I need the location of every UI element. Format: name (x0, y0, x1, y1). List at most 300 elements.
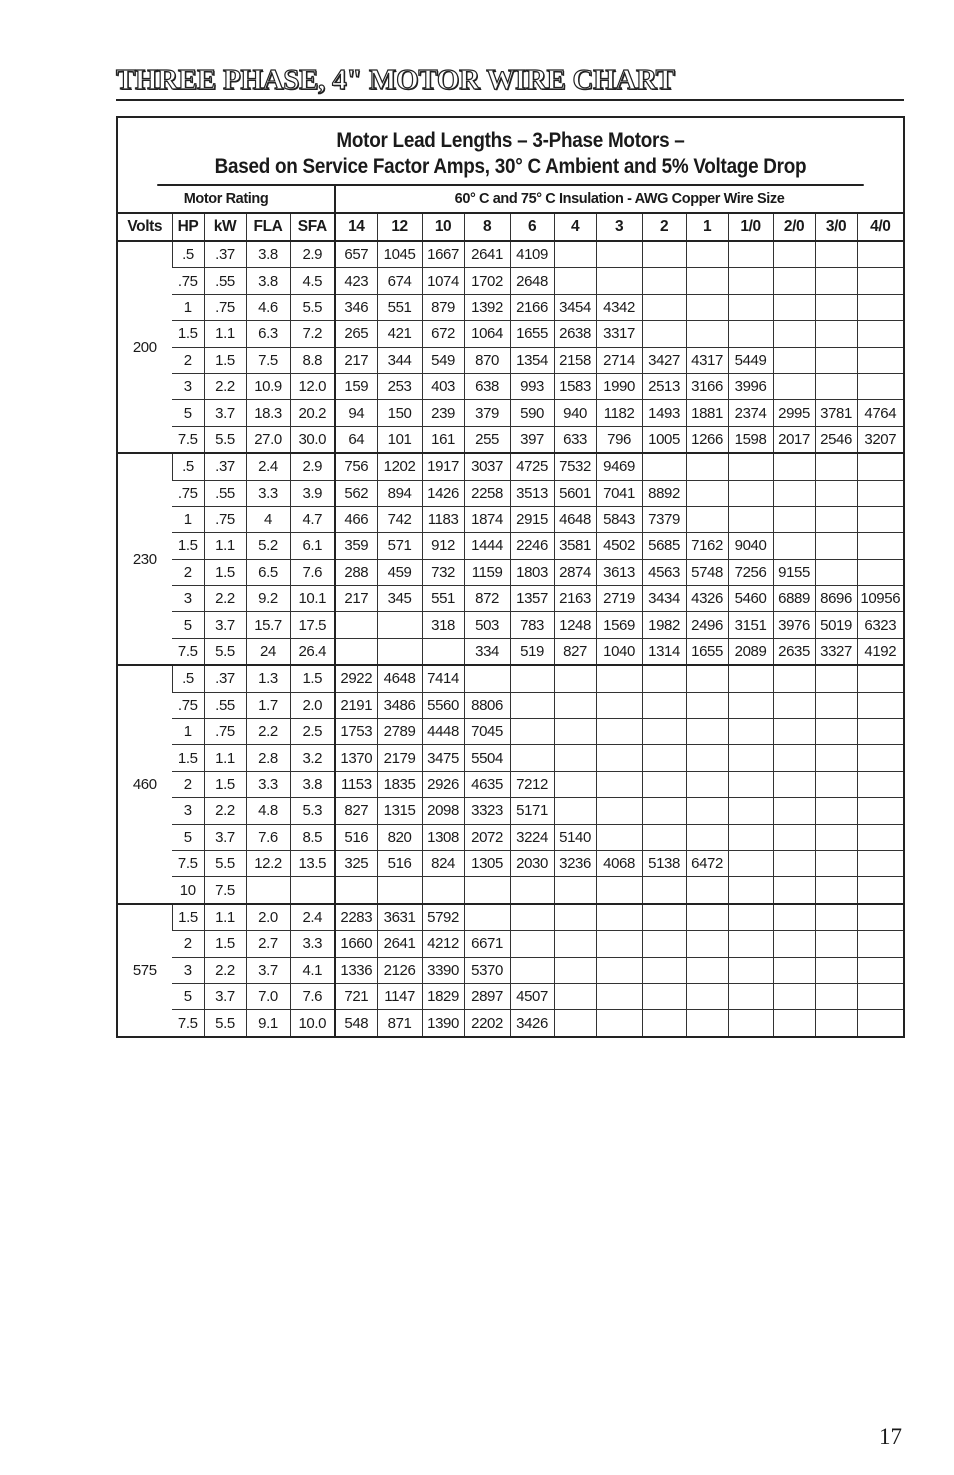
table-cell (686, 745, 728, 771)
table-cell (728, 824, 773, 850)
table-cell: 2166 (510, 294, 554, 320)
table-cell: 5 (172, 612, 204, 638)
table-cell: 346 (335, 294, 377, 320)
table-cell: 2922 (335, 665, 377, 692)
table-cell: 2635 (773, 638, 815, 665)
table-cell: 26.4 (290, 638, 335, 665)
table-row (118, 400, 903, 426)
table-cell (642, 771, 686, 797)
table-cell (728, 268, 773, 294)
table-cell: 6323 (857, 612, 903, 638)
table-cell (857, 321, 903, 347)
column-header-1: HP (172, 213, 204, 241)
column-header-14: 1/0 (728, 213, 773, 241)
table-cell: 3.2 (290, 745, 335, 771)
table-cell: 796 (596, 426, 642, 453)
table-cell (686, 957, 728, 983)
table-cell (815, 321, 857, 347)
table-cell: 5685 (642, 533, 686, 559)
table-cell (773, 241, 815, 268)
table-cell: 1.5 (172, 321, 204, 347)
table-cell (728, 771, 773, 797)
table-cell: 3454 (554, 294, 596, 320)
volts-cell: 200 (118, 241, 172, 453)
table-cell: 2374 (728, 400, 773, 426)
table-cell: 2648 (510, 268, 554, 294)
table-cell: 6889 (773, 586, 815, 612)
table-cell: 4648 (554, 506, 596, 532)
table-cell (642, 983, 686, 1009)
table-row (118, 241, 903, 268)
table-row (118, 559, 903, 585)
table-cell: 5.5 (204, 638, 246, 665)
table-cell: 2.2 (204, 586, 246, 612)
table-cell (642, 453, 686, 480)
table-cell: 1.1 (204, 745, 246, 771)
page-number: 17 (879, 1424, 902, 1449)
table-cell: 2017 (773, 426, 815, 453)
table-cell: .75 (172, 692, 204, 718)
table-cell (554, 877, 596, 904)
table-cell: 2 (172, 931, 204, 957)
table-cell: 912 (422, 533, 464, 559)
caption-line-2: Based on Service Factor Amps, 30° C Ambient and 5% Voltage Drop (214, 155, 807, 178)
table-cell (596, 798, 642, 824)
table-cell: 7212 (510, 771, 554, 797)
table-cell: 4764 (857, 400, 903, 426)
table-cell (773, 321, 815, 347)
table-cell: 3236 (554, 850, 596, 876)
table-cell (857, 294, 903, 320)
table-cell (596, 1010, 642, 1037)
table-cell: 3996 (728, 373, 773, 399)
motor-rating-header: Motor Rating (118, 186, 335, 213)
table-cell: 2163 (554, 586, 596, 612)
table-cell: 3.9 (290, 480, 335, 506)
table-cell: 870 (464, 347, 510, 373)
table-cell (773, 294, 815, 320)
table-cell: 4563 (642, 559, 686, 585)
table-cell: 5.5 (204, 426, 246, 453)
table-cell: 872 (464, 586, 510, 612)
table-cell (554, 904, 596, 931)
table-cell: 30.0 (290, 426, 335, 453)
table-cell (596, 268, 642, 294)
table-cell: 1314 (642, 638, 686, 665)
table-cell: 4192 (857, 638, 903, 665)
table-cell: 4212 (422, 931, 464, 957)
table-cell: 5560 (422, 692, 464, 718)
table-row (118, 665, 903, 692)
table-cell (815, 983, 857, 1009)
table-cell: 2 (172, 347, 204, 373)
table-cell: 9.2 (246, 586, 290, 612)
table-cell: .5 (172, 665, 204, 692)
table-cell: 5.2 (246, 533, 290, 559)
table-cell: 7.5 (172, 638, 204, 665)
wire-size-header: 60° C and 75° C Insulation - AWG Copper Wire Size (335, 186, 903, 213)
table-cell (857, 771, 903, 797)
table-cell: 3631 (377, 904, 422, 931)
table-cell: 3.3 (246, 771, 290, 797)
table-cell (815, 268, 857, 294)
table-cell: .75 (172, 480, 204, 506)
table-cell (464, 665, 510, 692)
column-header-8: 8 (464, 213, 510, 241)
table-cell: 3166 (686, 373, 728, 399)
table-cell (815, 824, 857, 850)
table-cell (773, 798, 815, 824)
table-cell: 742 (377, 506, 422, 532)
table-cell (857, 506, 903, 532)
table-cell: 6.1 (290, 533, 335, 559)
table-cell (857, 559, 903, 585)
table-cell (773, 1010, 815, 1037)
table-cell (857, 824, 903, 850)
table-cell: 3.7 (204, 824, 246, 850)
table-cell: 2.4 (246, 453, 290, 480)
table-cell: 9469 (596, 453, 642, 480)
table-cell: 871 (377, 1010, 422, 1037)
table-cell (596, 983, 642, 1009)
table-cell (642, 241, 686, 268)
table-cell (642, 957, 686, 983)
table-cell: 2.7 (246, 931, 290, 957)
table-cell (773, 983, 815, 1009)
table-cell: 1 (172, 506, 204, 532)
table-cell: 3475 (422, 745, 464, 771)
table-cell (857, 957, 903, 983)
table-cell: 4.1 (290, 957, 335, 983)
table-cell: 2719 (596, 586, 642, 612)
table-cell: 64 (335, 426, 377, 453)
table-cell: 1202 (377, 453, 422, 480)
table-cell (686, 983, 728, 1009)
table-cell: 6671 (464, 931, 510, 957)
table-cell (773, 745, 815, 771)
table-cell (686, 453, 728, 480)
table-cell: 5.5 (204, 1010, 246, 1037)
table-cell: 1.5 (204, 347, 246, 373)
table-cell (686, 506, 728, 532)
table-cell (815, 904, 857, 931)
table-cell: 1.3 (246, 665, 290, 692)
table-cell: 2.5 (290, 719, 335, 745)
column-header-3: FLA (246, 213, 290, 241)
table-cell: 1182 (596, 400, 642, 426)
table-cell: 1598 (728, 426, 773, 453)
table-cell (377, 638, 422, 665)
table-cell: 1392 (464, 294, 510, 320)
table-cell: 3426 (510, 1010, 554, 1037)
column-header-10: 4 (554, 213, 596, 241)
table-cell: 2158 (554, 347, 596, 373)
table-cell: 3.7 (204, 612, 246, 638)
table-cell: 4109 (510, 241, 554, 268)
table-cell: 10 (172, 877, 204, 904)
table-cell (596, 877, 642, 904)
table-cell: 6.3 (246, 321, 290, 347)
table-cell: 5370 (464, 957, 510, 983)
table-cell: 674 (377, 268, 422, 294)
table-cell: 2 (172, 771, 204, 797)
chart-caption (157, 118, 864, 186)
table-cell (815, 719, 857, 745)
table-cell (596, 665, 642, 692)
table-cell: 1444 (464, 533, 510, 559)
table-cell: 288 (335, 559, 377, 585)
table-cell (422, 877, 464, 904)
table-cell: 423 (335, 268, 377, 294)
table-cell: 1183 (422, 506, 464, 532)
table-cell (335, 877, 377, 904)
column-header-17: 4/0 (857, 213, 903, 241)
table-cell (642, 719, 686, 745)
table-cell: 1.1 (204, 904, 246, 931)
table-cell: 1 (172, 719, 204, 745)
table-cell: .75 (204, 719, 246, 745)
table-cell: 571 (377, 533, 422, 559)
table-cell (642, 692, 686, 718)
table-cell: 940 (554, 400, 596, 426)
table-cell: 1.5 (204, 559, 246, 585)
table-cell: 255 (464, 426, 510, 453)
table-cell: .75 (204, 506, 246, 532)
table-cell (728, 1010, 773, 1037)
table-cell (510, 745, 554, 771)
column-header-5: 14 (335, 213, 377, 241)
table-cell: 657 (335, 241, 377, 268)
table-cell (815, 957, 857, 983)
table-cell: 8.5 (290, 824, 335, 850)
table-cell: 1.5 (172, 745, 204, 771)
table-cell: 13.5 (290, 850, 335, 876)
table-cell (554, 745, 596, 771)
table-cell: 239 (422, 400, 464, 426)
table-cell: 1064 (464, 321, 510, 347)
table-cell: 516 (377, 850, 422, 876)
table-cell (642, 798, 686, 824)
table-cell (815, 373, 857, 399)
table-cell: 10.1 (290, 586, 335, 612)
table-cell (510, 665, 554, 692)
table-cell: 2714 (596, 347, 642, 373)
table-cell: 879 (422, 294, 464, 320)
table-cell: 3.3 (290, 931, 335, 957)
table-cell (728, 665, 773, 692)
table-row (118, 373, 903, 399)
table-cell: 5601 (554, 480, 596, 506)
table-cell (596, 957, 642, 983)
table-cell (857, 850, 903, 876)
table-cell: 2638 (554, 321, 596, 347)
table-cell (596, 745, 642, 771)
table-cell (857, 347, 903, 373)
table-cell: 217 (335, 586, 377, 612)
table-cell: 1426 (422, 480, 464, 506)
table-cell (815, 453, 857, 480)
table-cell: 3151 (728, 612, 773, 638)
table-cell: .37 (204, 241, 246, 268)
table-cell: 824 (422, 850, 464, 876)
table-cell: 2246 (510, 533, 554, 559)
table-cell: 732 (422, 559, 464, 585)
table-cell (335, 612, 377, 638)
table-cell: 672 (422, 321, 464, 347)
table-row (118, 506, 903, 532)
table-cell: 3.7 (204, 983, 246, 1009)
table-cell: 2.8 (246, 745, 290, 771)
table-cell: 17.5 (290, 612, 335, 638)
table-cell: 1074 (422, 268, 464, 294)
table-cell (728, 453, 773, 480)
table-cell (554, 719, 596, 745)
table-cell: 1.7 (246, 692, 290, 718)
table-cell (554, 798, 596, 824)
table-cell: .55 (204, 480, 246, 506)
table-cell: 1 (172, 294, 204, 320)
table-cell: 2030 (510, 850, 554, 876)
table-cell: 7.6 (290, 983, 335, 1009)
table-cell: 756 (335, 453, 377, 480)
table-cell: 10956 (857, 586, 903, 612)
table-cell (857, 241, 903, 268)
table-cell: 5171 (510, 798, 554, 824)
table-cell: .55 (204, 692, 246, 718)
column-header-11: 3 (596, 213, 642, 241)
table-cell (554, 957, 596, 983)
table-cell: 20.2 (290, 400, 335, 426)
table-cell: 9.1 (246, 1010, 290, 1037)
table-cell: 2 (172, 559, 204, 585)
column-header-12: 2 (642, 213, 686, 241)
table-cell (642, 904, 686, 931)
table-cell: 1569 (596, 612, 642, 638)
table-cell (857, 931, 903, 957)
table-cell (728, 294, 773, 320)
table-cell (686, 931, 728, 957)
table-cell: 159 (335, 373, 377, 399)
column-header-16: 3/0 (815, 213, 857, 241)
table-cell: 2641 (464, 241, 510, 268)
table-cell: 3224 (510, 824, 554, 850)
table-cell: 4648 (377, 665, 422, 692)
table-cell (773, 877, 815, 904)
table-cell: 3207 (857, 426, 903, 453)
table-cell: 5748 (686, 559, 728, 585)
table-cell: 7.2 (290, 321, 335, 347)
table-cell: 3781 (815, 400, 857, 426)
table-cell: 2072 (464, 824, 510, 850)
table-cell: 638 (464, 373, 510, 399)
table-cell (815, 665, 857, 692)
table-cell: 1159 (464, 559, 510, 585)
table-cell (773, 268, 815, 294)
table-cell: 12.0 (290, 373, 335, 399)
table-cell (815, 533, 857, 559)
table-row (118, 347, 903, 373)
table-row (118, 1010, 903, 1037)
table-cell (554, 983, 596, 1009)
table-cell: 4.5 (290, 268, 335, 294)
table-row (118, 957, 903, 983)
table-cell (773, 824, 815, 850)
table-cell: 5 (172, 983, 204, 1009)
table-cell (554, 665, 596, 692)
table-cell: 5 (172, 824, 204, 850)
table-cell: 1.5 (204, 931, 246, 957)
table-cell (554, 1010, 596, 1037)
table-cell: 421 (377, 321, 422, 347)
table-cell: 4317 (686, 347, 728, 373)
table-cell (686, 771, 728, 797)
table-cell: 459 (377, 559, 422, 585)
table-cell (815, 745, 857, 771)
table-cell (773, 850, 815, 876)
table-cell: 7414 (422, 665, 464, 692)
table-cell (554, 241, 596, 268)
table-cell: 345 (377, 586, 422, 612)
table-cell: 24 (246, 638, 290, 665)
table-cell: 9040 (728, 533, 773, 559)
table-cell: 3434 (642, 586, 686, 612)
table-cell: 551 (422, 586, 464, 612)
table-cell: .37 (204, 453, 246, 480)
table-row (118, 268, 903, 294)
table-cell: 633 (554, 426, 596, 453)
table-cell: 3390 (422, 957, 464, 983)
table-cell: 3 (172, 798, 204, 824)
table-cell: 549 (422, 347, 464, 373)
table-cell (857, 877, 903, 904)
table-cell: 3.3 (246, 480, 290, 506)
table-cell: 721 (335, 983, 377, 1009)
table-cell: 1354 (510, 347, 554, 373)
table-cell (686, 268, 728, 294)
table-cell (596, 824, 642, 850)
table-row (118, 850, 903, 876)
table-cell: 359 (335, 533, 377, 559)
table-cell: 2.2 (204, 373, 246, 399)
table-cell (728, 506, 773, 532)
column-header-2: kW (204, 213, 246, 241)
table-cell: 2191 (335, 692, 377, 718)
volts-cell: 230 (118, 453, 172, 665)
table-cell: 7379 (642, 506, 686, 532)
column-header-7: 10 (422, 213, 464, 241)
table-cell (857, 904, 903, 931)
table-cell (728, 877, 773, 904)
table-cell: 993 (510, 373, 554, 399)
table-cell (815, 771, 857, 797)
table-cell: 12.2 (246, 850, 290, 876)
table-cell: 7041 (596, 480, 642, 506)
table-cell: 2496 (686, 612, 728, 638)
table-cell: 7162 (686, 533, 728, 559)
table-cell (728, 850, 773, 876)
table-cell (686, 877, 728, 904)
table-cell (510, 957, 554, 983)
table-cell (857, 798, 903, 824)
table-cell (815, 798, 857, 824)
table-row (118, 638, 903, 665)
table-row (118, 692, 903, 718)
table-cell (857, 983, 903, 1009)
table-cell: 2897 (464, 983, 510, 1009)
table-cell (728, 931, 773, 957)
table-cell (686, 904, 728, 931)
table-cell: 1655 (686, 638, 728, 665)
